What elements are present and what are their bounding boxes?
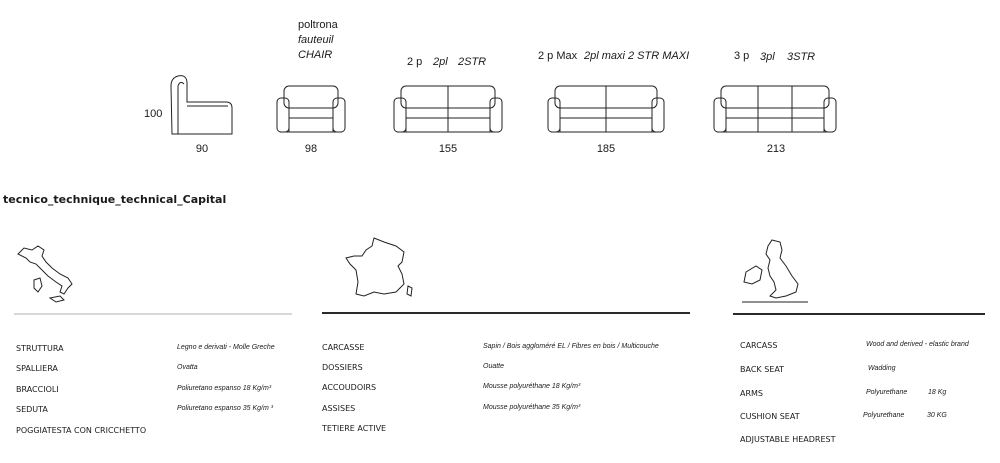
uk-rule	[733, 313, 985, 315]
sofa2max-label-en: 2 STR MAXI	[628, 50, 690, 62]
france-spec-value: Sapin / Bois aggloméré EL / Fibres en bois / Multicouche	[483, 343, 659, 350]
italy-spec-value: Ovatta	[177, 364, 198, 371]
italy-spec-label: SEDUTA	[16, 405, 48, 414]
uk-spec-value: Wood and derived - elastic brand	[866, 341, 969, 348]
france-spec-label: DOSSIERS	[322, 363, 363, 372]
france-rule	[322, 312, 690, 314]
width-label-profile: 90	[195, 143, 209, 155]
chair-label-en: CHAIR	[298, 49, 333, 61]
sofa2-label-fr: 2pl	[433, 56, 448, 68]
sofa2-label-it: 2 p	[407, 56, 423, 68]
france-spec-label: ASSISES	[322, 404, 356, 413]
width-label-chair: 98	[304, 143, 318, 155]
sofa2max-label-it: 2 p Max	[538, 50, 578, 62]
side-profile-icon	[168, 72, 238, 138]
uk-map-icon	[740, 238, 810, 304]
france-spec-label: ACCOUDOIRS	[322, 383, 377, 392]
uk-spec-label: BACK SEAT	[740, 365, 785, 374]
width-label-sofa3: 213	[766, 143, 786, 155]
italy-spec-value: Poliuretano espanso 18 Kg/m³	[177, 385, 272, 392]
italy-spec-value: Poliuretano espanso 35 Kg/m ³	[177, 405, 274, 412]
italy-rule	[14, 313, 292, 315]
height-label: 100	[144, 108, 163, 120]
chair-label-fr: fauteuil	[298, 34, 334, 46]
france-spec-value: Ouatte	[483, 363, 505, 370]
uk-spec-value-density: 18 Kg	[928, 389, 947, 396]
france-spec-value: Mousse polyuréthane 18 Kg/m³	[483, 383, 581, 390]
italy-spec-label: SPALLIERA	[16, 364, 58, 373]
italy-spec-label: BRACCIOLI	[16, 385, 59, 394]
france-spec-value: Mousse polyuréthane 35 Kg/m³	[483, 404, 581, 411]
uk-spec-value-density: 30 KG	[927, 412, 947, 419]
italy-spec-value: Legno e derivati - Molle Greche	[177, 344, 275, 351]
section-title: tecnico_technique_technical_Capital	[3, 193, 227, 206]
sofa-2-seat-max-icon	[547, 84, 665, 136]
uk-spec-label: CARCASS	[740, 341, 778, 350]
uk-spec-label: ADJUSTABLE HEADREST	[740, 435, 836, 444]
italy-map-icon	[14, 242, 86, 306]
sofa3-label-en: 3STR	[787, 51, 816, 63]
uk-spec-label: CUSHION SEAT	[740, 412, 800, 421]
sofa3-label-it: 3 p	[734, 50, 750, 62]
uk-spec-value: Polyurethane	[863, 412, 905, 419]
width-label-sofa2: 155	[438, 143, 458, 155]
width-label-sofa2max: 185	[596, 143, 616, 155]
sofa2-label-en: 2STR	[458, 56, 487, 68]
uk-spec-value: Polyurethane	[866, 389, 908, 396]
sofa2max-label-fr: 2pl maxi	[584, 50, 625, 62]
sofa-2-seat-icon	[393, 84, 503, 136]
chair-icon	[276, 84, 346, 136]
france-map-icon	[344, 236, 414, 300]
sofa3-label-fr: 3pl	[760, 51, 775, 63]
france-spec-label: CARCASSE	[322, 343, 365, 352]
chair-label-it: poltrona	[298, 19, 338, 31]
italy-spec-label: STRUTTURA	[16, 344, 64, 353]
italy-spec-label: POGGIATESTA CON CRICCHETTO	[16, 426, 147, 435]
uk-spec-value: Wadding	[868, 365, 896, 372]
sofa-3-seat-icon	[713, 84, 837, 136]
uk-spec-label: ARMS	[740, 389, 764, 398]
france-spec-label: TETIERE ACTIVE	[322, 424, 387, 433]
